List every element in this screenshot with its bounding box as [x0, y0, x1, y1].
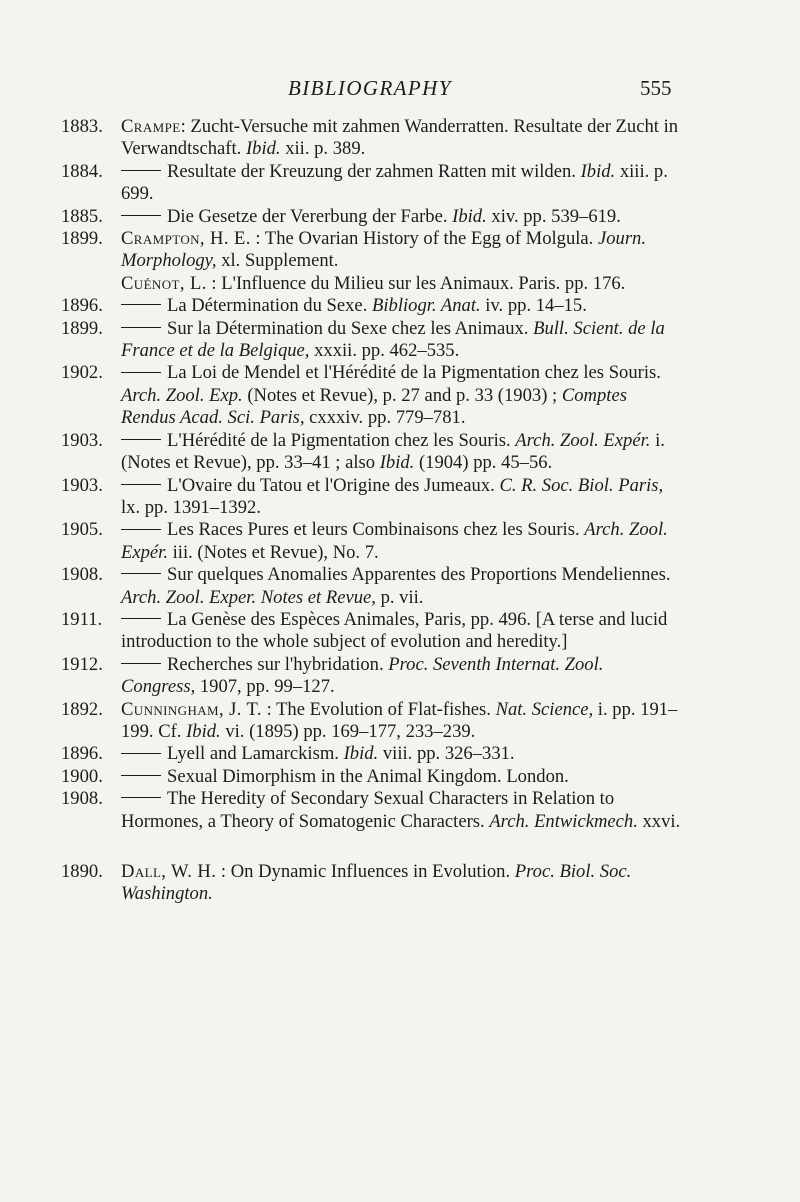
bibliography-entry	[61, 475, 681, 520]
entry-journal: Bibliogr. Anat.	[372, 295, 481, 317]
entry-separator: :	[180, 116, 191, 137]
entry-journal: Arch. Entwickmech.	[489, 810, 638, 832]
entry-separator: :	[250, 228, 265, 250]
entry-year	[61, 273, 121, 295]
entry-body	[121, 318, 681, 363]
ditto-dash	[121, 618, 161, 619]
entry-title: The Ovarian History of the Egg of Molgula.	[264, 228, 598, 250]
entry-year: 1905.	[61, 519, 103, 541]
bibliography-entry	[61, 116, 681, 161]
entry-citation: i. pp. 191–199. Cf.	[121, 698, 678, 742]
entry-title: La Détermination du Sexe.	[167, 295, 372, 317]
entry-journal: C. R. Soc. Biol. Paris,	[499, 474, 664, 496]
bibliography-entry	[61, 654, 681, 699]
entry-citation: lx. pp. 1391–1392.	[121, 496, 261, 518]
bibliography-entry	[61, 228, 681, 273]
entry-author: Dall, W. H.	[121, 861, 217, 882]
entry-year: 1908.	[61, 564, 103, 586]
entry-journal-secondary: Ibid.	[186, 720, 221, 742]
entry-year: 1911.	[61, 608, 103, 630]
entry-separator: :	[216, 861, 231, 882]
entry-year: 1890.	[61, 861, 103, 882]
entry-title: Resultate der Kreuzung der zahmen Ratten mit wilden.	[167, 160, 581, 182]
ditto-dash	[121, 215, 161, 216]
entry-year: 1899.	[61, 228, 103, 250]
entry-journal: Ibid.	[452, 205, 487, 227]
entry-citation: viii. pp. 326–331.	[378, 743, 515, 765]
bibliography-entry	[61, 318, 681, 363]
ditto-dash	[121, 484, 161, 485]
entry-journal: Proc. Biol. Soc. Washington.	[121, 861, 632, 905]
entry-body	[121, 861, 681, 906]
ditto-dash	[121, 663, 161, 664]
entry-journal-secondary: Comptes Rendus Acad. Sci. Paris,	[121, 384, 627, 429]
bibliography-entry	[61, 564, 681, 609]
entry-body	[121, 273, 681, 295]
entry-year: 1912.	[61, 653, 103, 675]
entry-author: Cuénot, L.	[121, 272, 207, 294]
entry-title: Sexual Dimorphism in the Animal Kingdom. London.	[167, 765, 569, 787]
entry-title: Zucht-Versuche mit zahmen Wanderratten. Resultate der Zucht in Verwandtschaft.	[121, 116, 679, 160]
bibliography-entry	[61, 609, 681, 654]
entry-citation-secondary: vi. (1895) pp. 169–177, 233–239.	[220, 720, 476, 742]
entry-citation: xiii. p. 699.	[121, 160, 668, 205]
entry-title: The Heredity of Secondary Sexual Characters in Relation to Hormones, a Theory of Somatogenic Characters.	[121, 788, 615, 832]
entry-journal-secondary: Ibid.	[379, 452, 415, 474]
entry-body	[121, 564, 681, 609]
entry-title: On Dynamic Influences in Evolution.	[230, 861, 515, 882]
entry-body	[121, 743, 681, 765]
entry-citation-secondary: cxxxiv. pp. 779–781.	[304, 407, 466, 429]
entry-author: Crampe	[121, 116, 181, 137]
ditto-dash	[121, 439, 161, 440]
entry-body	[121, 430, 681, 475]
ditto-dash	[121, 529, 161, 530]
page-number: 555	[640, 76, 672, 100]
bibliography-entry	[61, 519, 681, 564]
entry-citation: xxxii. pp. 462–535.	[309, 340, 460, 362]
entry-year: 1883.	[61, 116, 103, 137]
entry-body	[121, 788, 681, 833]
entry-journal: Bull. Scient. de la France et de la Belgique,	[121, 317, 665, 362]
entry-author: Cunningham, J. T.	[121, 698, 262, 720]
entry-separator: :	[261, 698, 277, 720]
entry-citation: 1907, pp. 99–127.	[195, 676, 335, 698]
bibliography-entry	[61, 273, 681, 295]
entry-body	[121, 766, 681, 788]
bibliography-entry	[61, 743, 681, 765]
entry-separator: :	[206, 272, 222, 294]
ditto-dash	[121, 304, 161, 305]
entry-citation: xii. p. 389.	[280, 138, 366, 160]
entry-citation: i. (Notes et Revue), pp. 33–41 ; also	[121, 429, 665, 474]
entry-year: 1900.	[61, 765, 103, 787]
entry-title: Lyell and Lamarckism.	[167, 743, 344, 765]
entry-author: Crampton, H. E.	[121, 228, 251, 250]
ditto-dash	[121, 372, 161, 373]
entry-year: 1884.	[61, 160, 103, 182]
entry-title: Sur quelques Anomalies Apparentes des Proportions Mendeliennes.	[167, 564, 671, 586]
entry-year: 1885.	[61, 205, 103, 227]
bibliography-entry	[61, 206, 681, 228]
bibliography-entry	[61, 766, 681, 788]
bibliography-entry	[61, 861, 681, 906]
entry-body	[121, 228, 681, 273]
entry-journal: Ibid.	[580, 160, 616, 182]
entry-journal: Ibid.	[245, 138, 281, 160]
running-title: BIBLIOGRAPHY	[288, 76, 452, 100]
entry-citation: xiv. pp. 539–619.	[486, 205, 621, 227]
entry-body	[121, 699, 681, 744]
entry-year: 1908.	[61, 788, 103, 810]
entry-citation: iv. pp. 14–15.	[480, 295, 587, 317]
entry-title: La Loi de Mendel et l'Hérédité de la Pigmentation chez les Souris.	[167, 362, 661, 384]
entry-year: 1899.	[61, 317, 103, 339]
entry-body	[121, 161, 681, 206]
entry-journal: Nat. Science,	[495, 698, 594, 720]
bibliography-entry	[61, 788, 681, 833]
entry-journal: Arch. Zool. Exp.	[121, 384, 243, 406]
entry-citation: xxvi.	[637, 810, 681, 832]
entry-title: Recherches sur l'hybridation.	[167, 653, 389, 675]
entry-body	[121, 116, 681, 161]
bibliography-entry	[61, 161, 681, 206]
entry-body	[121, 654, 681, 699]
entry-citation: iii. (Notes et Revue), No. 7.	[167, 541, 379, 563]
ditto-dash	[121, 573, 161, 574]
entry-year: 1902.	[61, 362, 103, 384]
entry-citation: (Notes et Revue), p. 27 and p. 33 (1903) ;	[242, 384, 562, 406]
entry-title: Les Races Pures et leurs Combinaisons chez les Souris.	[167, 519, 585, 541]
entry-journal: Arch. Zool. Expér.	[121, 519, 668, 563]
entry-body	[121, 519, 681, 564]
running-head	[0, 76, 800, 106]
entry-title: L'Hérédité de la Pigmentation chez les Souris.	[167, 429, 516, 451]
entry-citation: xl. Supplement.	[216, 250, 339, 272]
entry-body	[121, 362, 681, 429]
bibliography-entry	[61, 430, 681, 475]
entry-year: 1903.	[61, 474, 103, 496]
bibliography-list	[61, 116, 681, 906]
entry-body	[121, 475, 681, 520]
entry-body	[121, 206, 681, 228]
entry-journal: Arch. Zool. Expér.	[515, 429, 651, 451]
entry-title: The Evolution of Flat-fishes.	[276, 698, 496, 720]
entry-year: 1896.	[61, 295, 103, 317]
ditto-dash	[121, 327, 161, 328]
entry-journal: Arch. Zool. Exper. Notes et Revue,	[121, 586, 376, 608]
ditto-dash	[121, 753, 161, 754]
entry-citation-secondary: (1904) pp. 45–56.	[414, 452, 553, 474]
entry-title: La Genèse des Espèces Animales, Paris, pp. 496. [A terse and lucid introduction to the whole subject of evolution and heredity.]	[121, 608, 668, 653]
bibliography-entry	[61, 295, 681, 317]
ditto-dash	[121, 170, 161, 171]
ditto-dash	[121, 797, 161, 798]
entry-title: Die Gesetze der Vererbung der Farbe.	[167, 205, 453, 227]
entry-year: 1896.	[61, 743, 103, 765]
entry-body	[121, 295, 681, 317]
entry-citation: p. vii.	[375, 586, 424, 608]
entry-journal: Journ. Morphology,	[121, 228, 646, 272]
bibliography-entry	[61, 362, 681, 429]
bibliography-entry	[61, 699, 681, 744]
ditto-dash	[121, 775, 161, 776]
entry-title: Sur la Détermination du Sexe chez les Animaux.	[167, 317, 534, 339]
entry-title: L'Influence du Milieu sur les Animaux. Paris. pp. 176.	[221, 272, 626, 294]
entry-year: 1892.	[61, 698, 103, 720]
entry-journal: Ibid.	[343, 743, 379, 765]
entry-journal: Proc. Seventh Internat. Zool. Congress,	[121, 653, 604, 698]
entry-title: L'Ovaire du Tatou et l'Origine des Jumeaux.	[167, 474, 500, 496]
entry-body	[121, 609, 681, 654]
entry-year: 1903.	[61, 429, 103, 451]
